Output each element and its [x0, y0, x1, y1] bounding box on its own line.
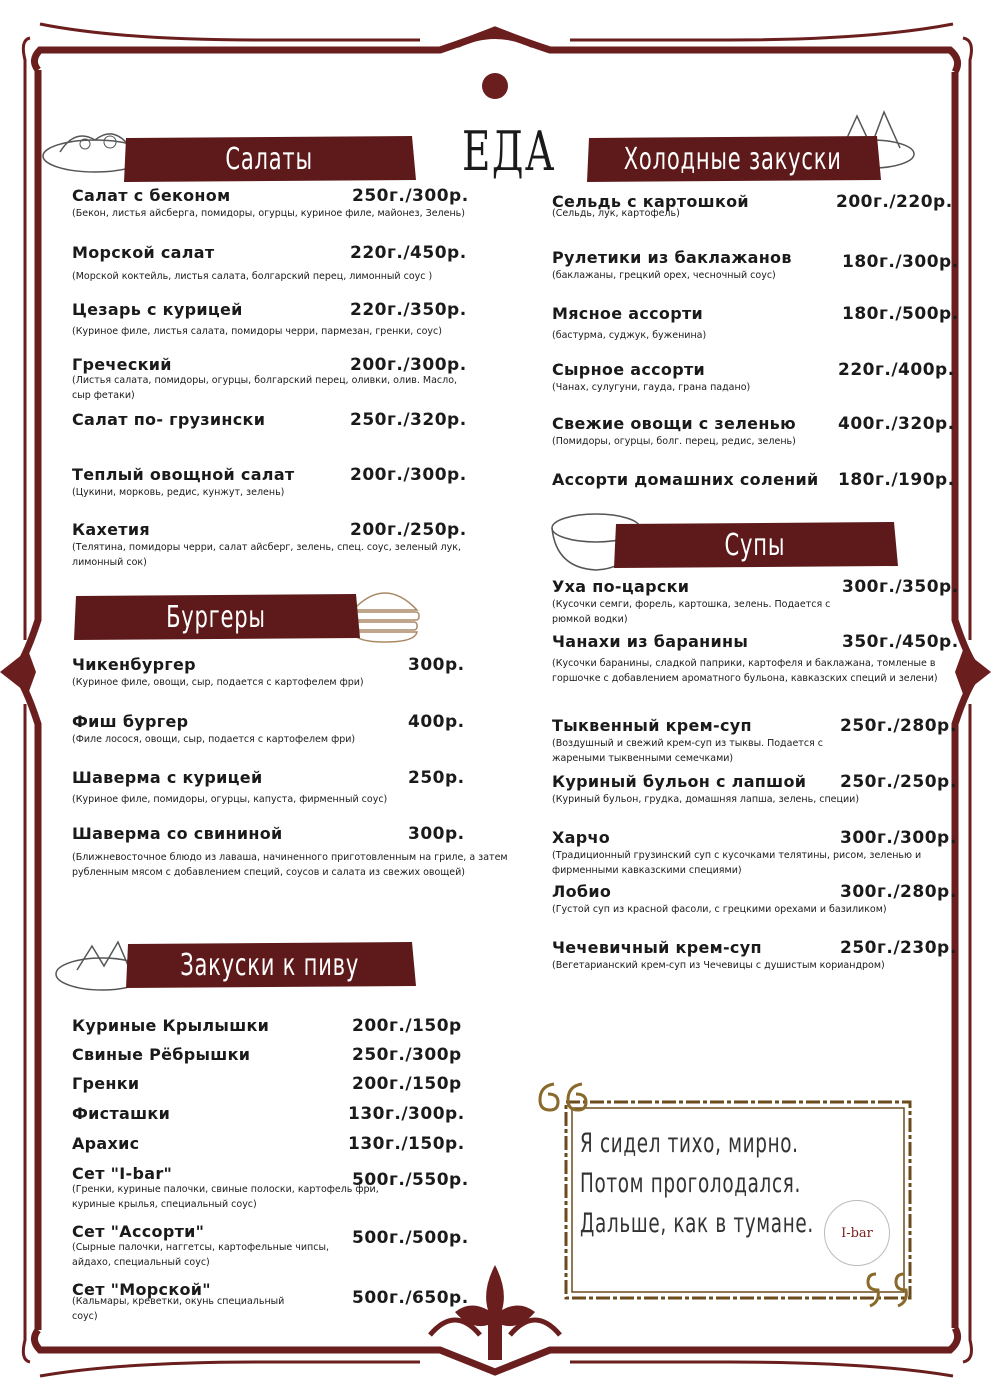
item-price: 250г./230р.: [840, 938, 957, 958]
item-description: (Густой суп из красной фасоли, с грецкими орехами и базиликом): [552, 904, 887, 915]
item-description: (Бекон, листья айсберга, помидоры, огурцы, куриное филе, майонез, Зелень): [72, 208, 465, 219]
item-price: 300г./300р.: [840, 828, 957, 848]
section-title-beer-snacks: Закуски к пиву: [180, 947, 360, 983]
brand-logo: I-bar: [824, 1200, 890, 1266]
item-description: (Вегетарианский крем-суп из Чечевицы с душистым кориандром): [552, 960, 885, 971]
item-price: 220г./350р.: [350, 300, 467, 320]
item-name: Свиные Рёбрышки: [72, 1045, 251, 1064]
item-name: Сельдь с картошкой: [552, 192, 749, 211]
item-description: (Сырные палочки, наггетсы, картофельные чипсы, айдахо, специальный соус): [72, 1242, 329, 1268]
quote-line: Дальше, как в тумане.: [580, 1208, 814, 1239]
item-price: 130г./150р.: [348, 1134, 465, 1154]
item-description: (Листья салата, помидоры, огурцы, болгарский перец, оливки, олив. Масло, сыр фетаки): [72, 375, 458, 401]
section-title-soups: Супы: [724, 527, 786, 563]
open-quote-icon: [534, 1076, 594, 1116]
item-price: 200г./300р.: [350, 465, 467, 485]
quote-line: Потом проголодался.: [580, 1168, 801, 1199]
quote-text: [580, 1124, 814, 1244]
item-name: Теплый овощной салат: [72, 465, 295, 484]
item-price: 300р.: [408, 824, 465, 844]
item-name: Сырное ассорти: [552, 360, 706, 379]
section-title-burgers: Бургеры: [166, 599, 266, 635]
item-price: 250г./280р.: [840, 716, 957, 736]
item-price: 180г./500р.: [842, 304, 959, 324]
item-name: Фиш бургер: [72, 712, 189, 731]
item-name: Харчо: [552, 828, 611, 847]
item-name: Шаверма с курицей: [72, 768, 263, 787]
item-price: 250г./320р.: [350, 410, 467, 430]
item-name: Куриные Крылышки: [72, 1016, 270, 1035]
item-price: 220г./400р.: [838, 360, 955, 380]
item-price: 300г./350р.: [842, 577, 959, 597]
quote-box: [552, 1088, 922, 1308]
close-quote-icon: [866, 1268, 926, 1310]
item-name: Сет "I-bar": [72, 1164, 173, 1183]
item-name: Фисташки: [72, 1104, 171, 1123]
item-name: Гренки: [72, 1074, 140, 1093]
item-price: 250р.: [408, 768, 465, 788]
item-description: (Гренки, куриные палочки, свиные полоски, картофель фри, куриные крылья, специальный соус): [72, 1184, 379, 1210]
item-description: (Морской коктейль, листья салата, болгарский перец, лимонный соус ): [72, 271, 433, 282]
item-name: Лобио: [552, 882, 612, 901]
item-description: (Воздушный и свежий крем-суп из тыквы. Подается с жареными тыквенными семечками): [552, 738, 824, 764]
item-price: 220г./450р.: [350, 243, 467, 263]
section-title-cold-snacks: Холодные закуски: [624, 141, 842, 177]
item-name: Шаверма со свининой: [72, 824, 283, 843]
item-price: 500г./500р.: [352, 1228, 469, 1248]
item-description: (Цукини, морковь, редис, кунжут, зелень): [72, 487, 285, 498]
item-price: 200г./150р: [352, 1016, 462, 1036]
item-price: 200г./250р.: [350, 520, 467, 540]
section-banner-burgers: [70, 592, 362, 642]
item-price: 200г./300р.: [350, 355, 467, 375]
item-price: 500г./550р.: [352, 1170, 469, 1190]
item-description: (Кусочки баранины, сладкой паприки, картофеля и баклажана, томленые в горшочке с добавлением ароматного бульона, кавказских специй и зелени): [552, 658, 938, 684]
item-price: 200г./150р: [352, 1074, 462, 1094]
item-description: (Куриное филе, листья салата, помидоры черри, пармезан, гренки, соус): [72, 326, 442, 337]
item-name: Куриный бульон с лапшой: [552, 772, 807, 791]
item-description: (Ближневосточное блюдо из лаваша, начиненного приготовленным на гриле, а затем рубленным мясом с добавлением специй, соусов и салата из свежих овощей): [72, 852, 508, 878]
item-description: (Куриный бульон, грудка, домашняя лапша, зелень, специи): [552, 794, 860, 805]
section-title-salads: Салаты: [225, 141, 313, 177]
item-description: (Помидоры, огурцы, болг. перец, редис, зелень): [552, 436, 796, 447]
item-price: 500г./650р.: [352, 1288, 469, 1308]
section-banner-soups: [610, 520, 900, 570]
item-name: Сет "Ассорти": [72, 1222, 205, 1241]
item-name: Ассорти домашних солений: [552, 470, 819, 489]
item-price: 400р.: [408, 712, 465, 732]
item-price: 200г./220р.: [836, 192, 953, 212]
item-name: Цезарь с курицей: [72, 300, 243, 319]
item-description: (Чанах, сулугуни, гауда, грана падано): [552, 382, 751, 393]
item-description: (бастурма, суджук, буженина): [552, 330, 707, 341]
section-banner-cold-snacks: [583, 134, 883, 184]
item-description: (Телятина, помидоры черри, салат айсберг, зелень, спец. соус, зеленый лук, лимонный сок): [72, 542, 461, 568]
item-description: (Кальмары, креветки, окунь специальный соус): [72, 1296, 285, 1322]
quote-line: Я сидел тихо, мирно.: [580, 1128, 799, 1159]
item-name: Салат по- грузински: [72, 410, 266, 429]
item-description: (Традиционный грузинский суп с кусочками телятины, рисом, зеленью и фирменными кавказскими специями): [552, 850, 922, 876]
item-name: Мясное ассорти: [552, 304, 704, 323]
item-name: Морской салат: [72, 243, 215, 262]
item-name: Свежие овощи с зеленью: [552, 414, 796, 433]
item-price: 130г./300р.: [348, 1104, 465, 1124]
item-price: 300г./280р.: [840, 882, 957, 902]
item-name: Арахис: [72, 1134, 140, 1153]
item-price: 350г./450р.: [842, 632, 959, 652]
item-name: Рулетики из баклажанов: [552, 248, 792, 267]
page-title: ЕДА: [462, 120, 556, 183]
section-banner-salads: [120, 134, 418, 184]
section-banner-beer-snacks: [122, 940, 418, 990]
item-price: 250г./300р: [352, 1045, 462, 1065]
item-description: (Филе лосося, овощи, сыр, подается с картофелем фри): [72, 734, 356, 745]
item-price: 180г./190р.: [838, 470, 955, 490]
item-price: 400г./320р.: [838, 414, 955, 434]
item-description: (баклажаны, грецкий орех, чесночный соус): [552, 270, 776, 281]
item-description: (Кусочки семги, форель, картошка, зелень. Подается с рюмкой водки): [552, 599, 831, 625]
item-name: Чикенбургер: [72, 655, 196, 674]
item-price: 250г./250р.: [840, 772, 957, 792]
item-description: (Куриное филе, овощи, сыр, подается с картофелем фри): [72, 677, 364, 688]
item-name: Греческий: [72, 355, 172, 374]
item-price: 180г./300р.: [842, 252, 959, 272]
item-description: (Куриное филе, помидоры, огурцы, капуста, фирменный соус): [72, 794, 388, 805]
item-name: Сет "Морской": [72, 1280, 211, 1299]
item-name: Тыквенный крем-суп: [552, 716, 752, 735]
item-price: 300р.: [408, 655, 465, 675]
item-name: Чечевичный крем-суп: [552, 938, 762, 957]
item-name: Салат с беконом: [72, 186, 231, 205]
item-price: 250г./300р.: [352, 186, 469, 206]
item-name: Кахетия: [72, 520, 150, 539]
item-description: (Сельдь, лук, картофель): [552, 208, 680, 219]
item-name: Уха по-царски: [552, 577, 690, 596]
item-name: Чанахи из баранины: [552, 632, 749, 651]
